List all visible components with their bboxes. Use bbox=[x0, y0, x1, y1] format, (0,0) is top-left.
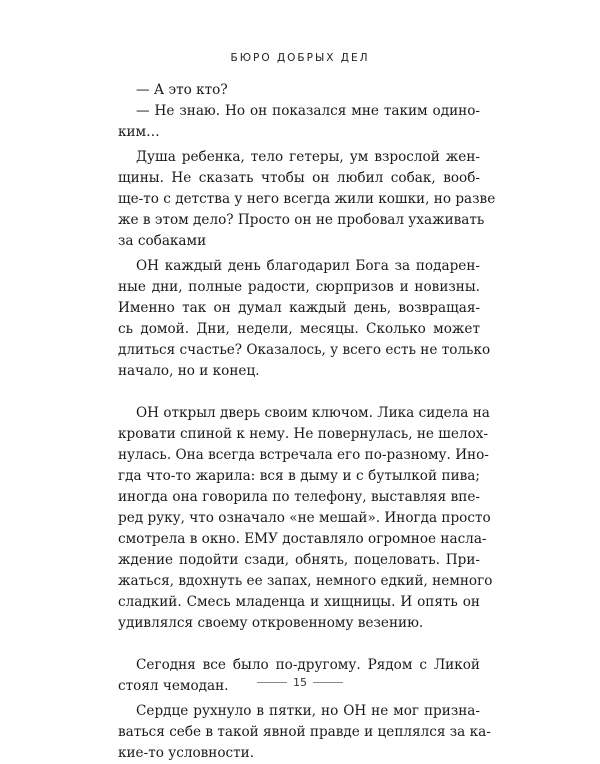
body-text bbox=[118, 80, 496, 764]
paragraph-line: ОН открыл дверь своим ключом. Лика сидела на bbox=[136, 405, 490, 421]
paragraph-line: нулась. Она всегда встречала его по-разному. Ино- bbox=[118, 447, 489, 463]
paragraph-line: кие-то условности. bbox=[118, 745, 255, 761]
paragraph-line: ОН каждый день благодарил Бога за подарен- bbox=[136, 258, 480, 274]
paragraph-line: удивлялся своему откровенному везению. bbox=[118, 615, 424, 631]
paragraph-line: иногда она говорила по телефону, выставляя впе- bbox=[118, 489, 480, 505]
paragraph-line: гда что-то жарила: вся в дыму и с бутылкой пива; bbox=[118, 468, 480, 484]
paragraph-line: сладкий. Смесь младенца и хищницы. И опять он bbox=[118, 594, 480, 610]
paragraph-line: ким… bbox=[118, 124, 160, 140]
paragraph-line: смотрела в окно. ЕМУ доставляло огромное насла- bbox=[118, 531, 487, 547]
paragraph-line: стоял чемодан. bbox=[118, 678, 229, 694]
paragraph-line: кровати спиной к нему. Не повернулась, не шелох- bbox=[118, 426, 489, 442]
paragraph-line: за собаками bbox=[118, 233, 207, 249]
paragraph-line: Сердце рухнуло в пятки, но ОН не мог призна- bbox=[136, 703, 480, 719]
paragraph-line: Именно так он думал каждый день, возвращая- bbox=[118, 300, 480, 316]
paragraph-line: же в этом дело? Просто он не пробовал ухаживать bbox=[118, 212, 485, 228]
footer-rule-left bbox=[257, 682, 287, 683]
paragraph-line: ваться себе в такой явной правде и цеплялся за ка- bbox=[118, 724, 491, 740]
paragraph-line: ждение подойти сзади, обнять, поцеловать. При- bbox=[118, 552, 480, 568]
paragraph-line: Душа ребенка, тело гетеры, ум взрослой жен- bbox=[136, 149, 480, 165]
footer-rule-right bbox=[313, 682, 343, 683]
paragraph-line: щины. Не сказать чтобы он любил собак, вооб- bbox=[118, 170, 480, 186]
paragraph-line: — Не знаю. Но он показался мне таким одино- bbox=[136, 103, 480, 119]
paragraph-line: длиться счастье? Оказалось, у всего есть не только bbox=[118, 342, 491, 358]
paragraph-line: сь домой. Дни, недели, месяцы. Сколько может bbox=[118, 321, 480, 337]
paragraph-line: жаться, вдохнуть ее запах, немного едкий, немного bbox=[118, 573, 493, 589]
paragraph-line: — А это кто? bbox=[136, 82, 228, 98]
paragraph-line: ред руку, что означало «не мешай». Иногда просто bbox=[118, 510, 491, 526]
paragraph-line: ные дни, полные радости, сюрпризов и новизны. bbox=[118, 279, 480, 295]
page-footer bbox=[0, 676, 600, 689]
page-number: 15 bbox=[293, 676, 307, 689]
running-header: БЮРО ДОБРЫХ ДЕЛ bbox=[230, 52, 370, 64]
paragraph-line: ще-то с детства у него всегда жили кошки, но разве bbox=[118, 191, 496, 207]
paragraph-line: начало, но и конец. bbox=[118, 363, 260, 379]
paragraph-line: Сегодня все было по-другому. Рядом с Ликой bbox=[136, 657, 480, 673]
